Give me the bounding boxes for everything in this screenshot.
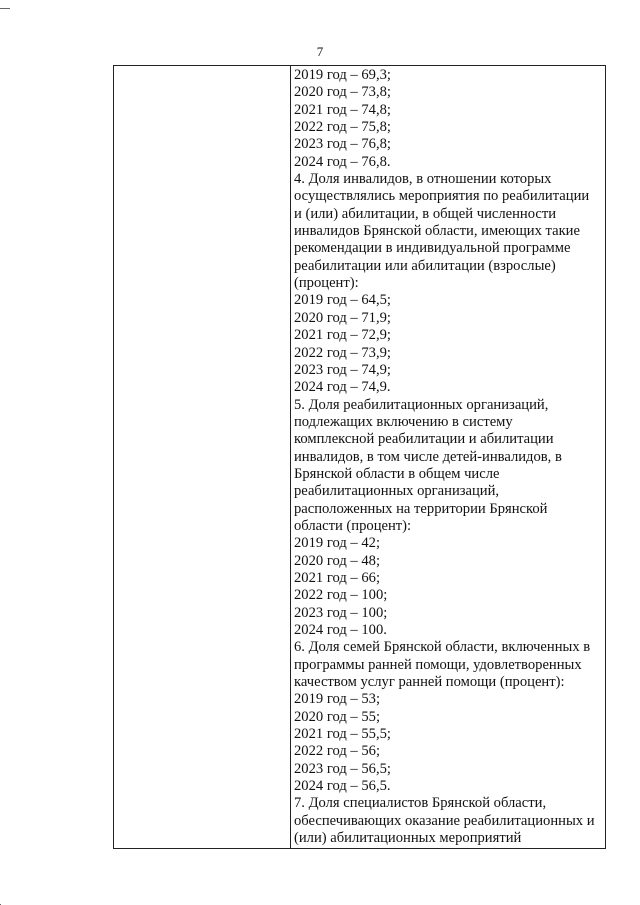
text-line: 2020 год – 71,9; bbox=[294, 309, 391, 326]
text-line: 2022 год – 56; bbox=[294, 743, 381, 760]
page-number: 7 bbox=[316, 44, 324, 59]
text-line: 2019 год – 69,3; bbox=[294, 67, 391, 83]
text-line: 2023 год – 56,5; bbox=[294, 760, 391, 777]
text-line: 2022 год – 75,8; bbox=[294, 119, 391, 136]
text-line: 2022 год – 73,9; bbox=[294, 344, 391, 361]
text-line: 2020 год – 73,8; bbox=[294, 84, 391, 101]
text-line: обеспечивающих оказание реабилитационных и bbox=[294, 812, 595, 829]
text-line: 2023 год – 76,8; bbox=[294, 136, 391, 153]
text-line: 2024 год – 76,8. bbox=[294, 153, 391, 170]
text-line: 2024 год – 74,9. bbox=[294, 379, 391, 396]
text-line: качеством услуг ранней помощи (процент): bbox=[294, 674, 565, 691]
text-line: Брянской области в общем числе bbox=[294, 465, 500, 482]
text-line: расположенных на территории Брянской bbox=[294, 500, 548, 517]
text-line: 7. Доля специалистов Брянской области, bbox=[294, 795, 547, 812]
table-right-cell bbox=[291, 66, 605, 848]
text-line: (процент): bbox=[294, 275, 359, 292]
text-line: 2020 год – 48; bbox=[294, 552, 381, 569]
text-line: 2021 год – 74,8; bbox=[294, 101, 391, 118]
text-line: комплексной реабилитации и абилитации bbox=[294, 431, 554, 448]
text-line: 5. Доля реабилитационных организаций, bbox=[294, 396, 549, 413]
document-table bbox=[113, 65, 606, 849]
text-line: 2020 год – 55; bbox=[294, 708, 381, 725]
scan-mark bbox=[0, 8, 10, 9]
text-line: 2024 год – 56,5. bbox=[294, 778, 391, 795]
text-line: инвалидов Брянской области, имеющих такие bbox=[294, 223, 580, 240]
text-line: и (или) абилитации, в общей численности bbox=[294, 205, 557, 222]
text-line: 2021 год – 66; bbox=[294, 569, 381, 586]
text-line: 2022 год – 100; bbox=[294, 587, 388, 604]
text-line: 2019 год – 42; bbox=[294, 535, 381, 552]
text-line: 6. Доля семей Брянской области, включенных в bbox=[294, 639, 591, 656]
text-line: рекомендации в индивидуальной программе bbox=[294, 240, 571, 257]
text-line: области (процент): bbox=[294, 517, 412, 534]
text-line: (или) абилитационных мероприятий bbox=[294, 830, 522, 847]
text-line: 2019 год – 53; bbox=[294, 691, 381, 708]
table-left-cell bbox=[114, 66, 291, 848]
text-line: 2019 год – 64,5; bbox=[294, 292, 391, 309]
text-line: 2024 год – 100. bbox=[294, 622, 387, 638]
text-line: осуществлялись мероприятия по реабилитации bbox=[294, 188, 590, 205]
text-line: 2021 год – 72,9; bbox=[294, 327, 391, 344]
text-line: 2023 год – 74,9; bbox=[294, 361, 391, 378]
text-line: 4. Доля инвалидов, в отношении которых bbox=[294, 171, 552, 188]
text-line: инвалидов, в том числе детей-инвалидов, в bbox=[294, 448, 562, 465]
text-line: реабилитационных организаций, bbox=[294, 483, 500, 500]
text-line: реабилитации или абилитации (взрослые) bbox=[294, 257, 556, 274]
text-line: программы ранней помощи, удовлетворенных bbox=[294, 656, 582, 673]
text-line: подлежащих включению в систему bbox=[294, 413, 513, 430]
text-line: 2023 год – 100; bbox=[294, 604, 388, 621]
text-line: 2021 год – 55,5; bbox=[294, 726, 391, 743]
